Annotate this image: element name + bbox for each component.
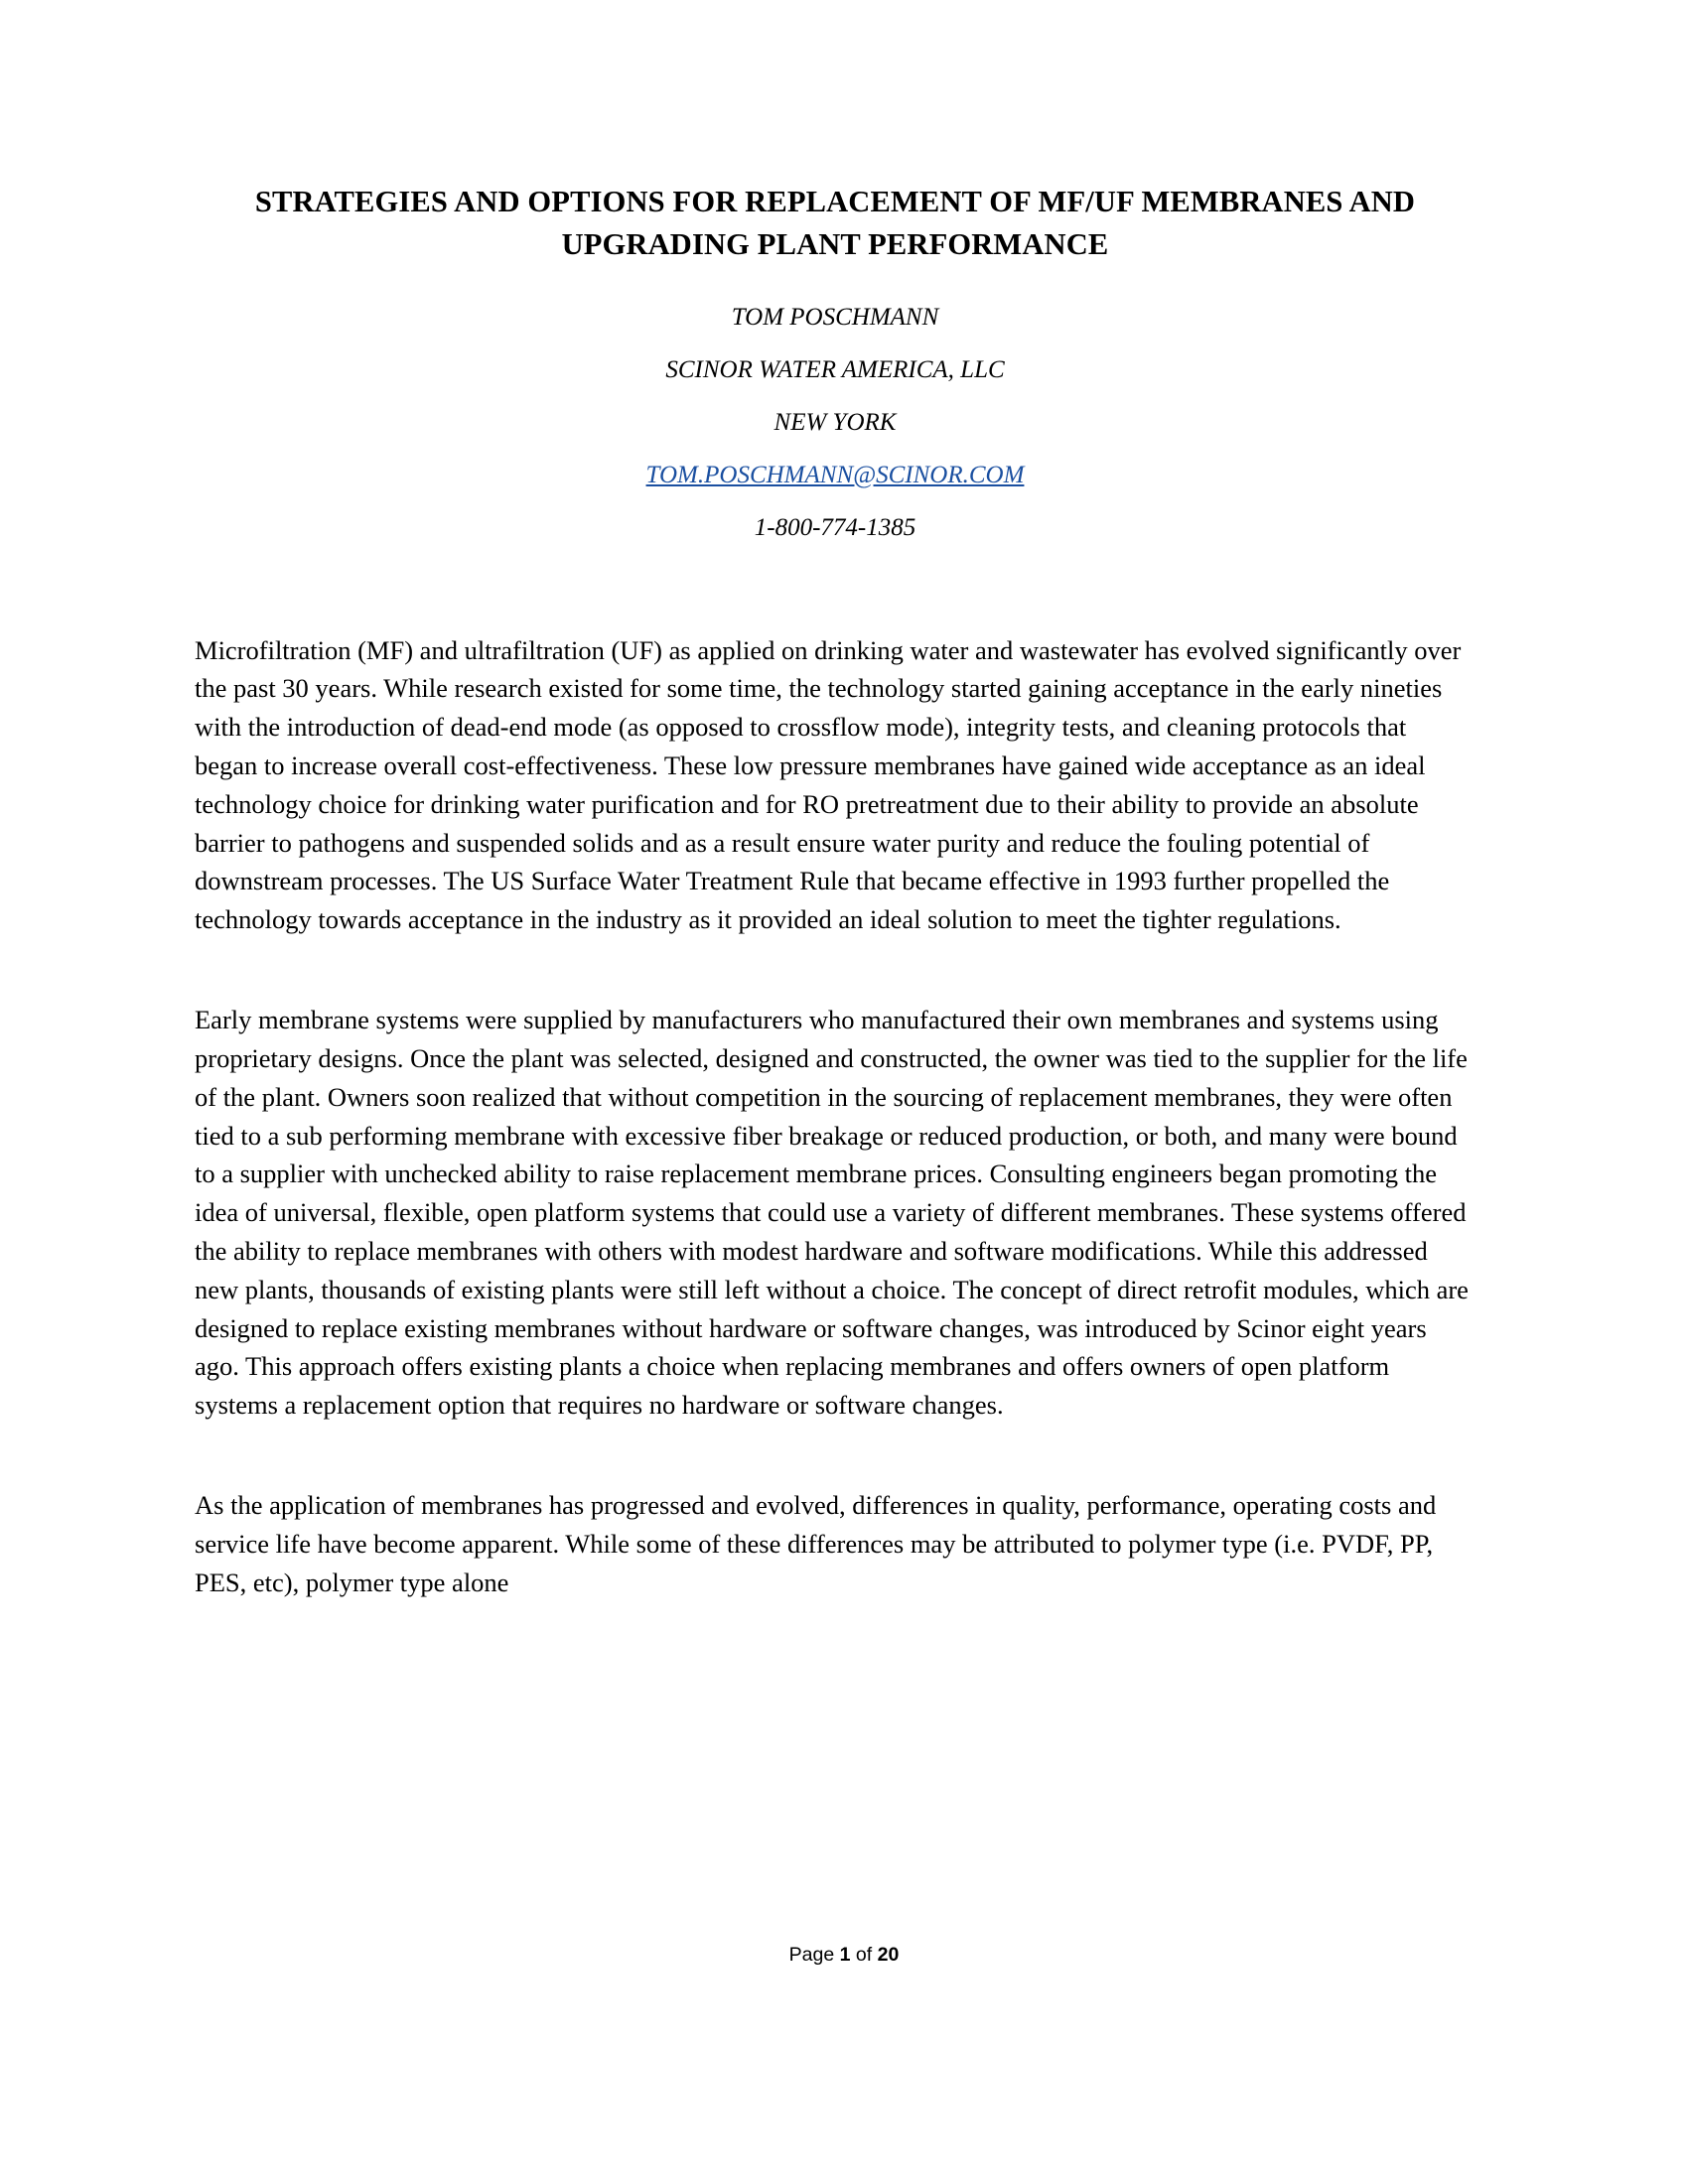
footer-prefix: Page [788, 1944, 840, 1966]
company-name: SCINOR WATER AMERICA, LLC [665, 355, 1005, 383]
footer-total-pages: 20 [877, 1944, 900, 1966]
email-link[interactable]: TOM.POSCHMANN@SCINOR.COM [645, 461, 1025, 488]
location-name: NEW YORK [774, 408, 897, 436]
page-content [195, 181, 1476, 1601]
author-name: TOM POSCHMANN [731, 303, 939, 331]
footer-middle: of [850, 1944, 878, 1966]
footer-current-page: 1 [839, 1944, 851, 1966]
paragraph: As the application of membranes has progressed and evolved, differences in quality, performance, operating costs and service life have become apparent. While some of these differences may be attributed to polymer type (i.e. PVDF, PP, PES, etc), polymer type alone [195, 1490, 1437, 1597]
paragraph: Microfiltration (MF) and ultrafiltration (UF) as applied on drinking water and wastewater has evolved significantly over the past 30 years. While research existed for some time, the technology started gaining acceptance in the early nineties with the introduction of dead-end mode (as opposed to crossflow mode), integrity tests, and cleaning protocols that began to increase overall cost-effectiveness. These low pressure membranes have gained wide acceptance as an ideal technology choice for drinking water purification and for RO pretreatment due to their ability to provide an absolute barrier to pathogens and suspended solids and as a result ensure water purity and reduce the fouling potential of downstream processes. The US Surface Water Treatment Rule that became effective in 1993 further propelled the technology towards acceptance in the industry as it provided an ideal solution to meet the tighter regulations. [195, 634, 1462, 935]
body-text [195, 631, 1476, 1602]
phone-number: 1-800-774-1385 [754, 513, 916, 541]
page-title: STRATEGIES AND OPTIONS FOR REPLACEMENT OF MF/UF MEMBRANES AND UPGRADING PLANT PERFORMANCE [254, 185, 1416, 262]
page-footer [0, 1944, 1688, 1967]
byline-block [195, 305, 1476, 540]
email-line [195, 463, 1476, 487]
paragraph: Early membrane systems were supplied by manufacturers who manufactured their own membranes and systems using proprietary designs. Once the plant was selected, designed and constructed, the owner was tied to the supplier for the life of the plant. Owners soon realized that without competition in the sourcing of replacement membranes, they were often tied to a sub performing membrane with excessive fiber breakage or reduced production, or both, and many were bound to a supplier with unchecked ability to raise replacement membrane prices. Consulting engineers began promoting the idea of universal, flexible, open platform systems that could use a variety of different membranes. These systems offered the ability to replace membranes with others with modest hardware and software modifications. While this addressed new plants, thousands of existing plants were still left without a choice. The concept of direct retrofit modules, which are designed to replace existing membranes without hardware or software changes, was introduced by Scinor eight years ago. This approach offers existing plants a choice when replacing membranes and offers owners of open platform systems a replacement option that requires no hardware or software changes. [195, 1005, 1469, 1421]
